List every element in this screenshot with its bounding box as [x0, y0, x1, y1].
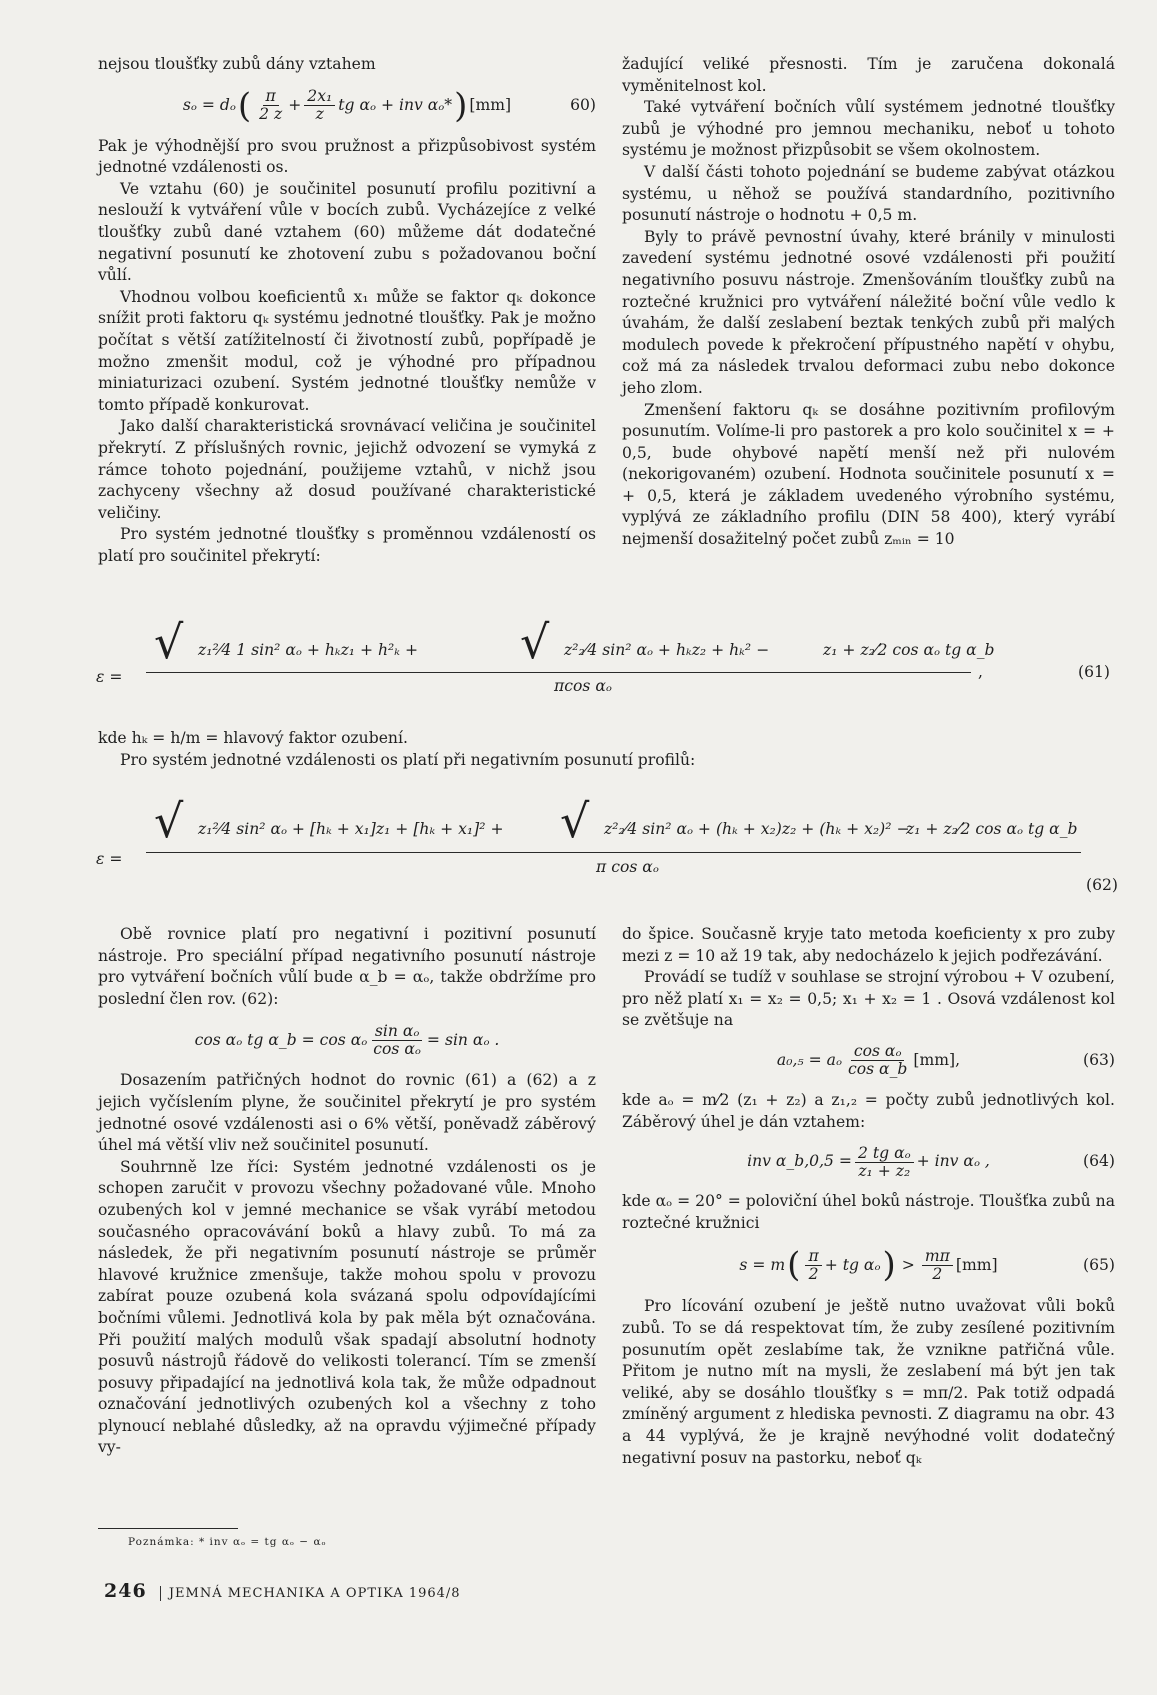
right-column-bottom: [622, 924, 1115, 1469]
eq61-radicand-2: z²₂⁄4 sin² αₒ + hₖz₂ + hₖ² −: [564, 641, 770, 659]
equation-63: [622, 1037, 1115, 1085]
paragraph: kde αₒ = 20° = poloviční úhel boků nástroje. Tloušťka zubů na roztečné kružnici: [622, 1192, 1115, 1232]
paragraph: Provádí se tudíž v souhlase se strojní výrobou + V ozubení, pro něž platí x₁ = x₂ = 0,5; x₁ + x₂ = 1 . Osová vzdálenost kol se zvětšuje na: [622, 968, 1115, 1030]
left-column-top: [98, 54, 596, 567]
eq63-unit: [mm],: [913, 1051, 961, 1070]
right-column-top: [622, 54, 1115, 551]
eq61-radicand-1: z₁²⁄4 1 sin² αₒ + hₖz₁ + h²ₖ +: [198, 641, 419, 659]
eq65-lhs: s = m: [739, 1255, 786, 1274]
eq65-t1-num: π: [805, 1248, 821, 1266]
equation-64: [622, 1138, 1115, 1186]
paragraph: Pak je výhodnější pro svou pružnost a přizpůsobivost systém jednotné vzdálenosti os.: [98, 136, 596, 177]
definition-hk: kde hₖ = h/m = hlavový faktor ozubení.: [98, 729, 408, 747]
eq60-number: 60): [570, 95, 596, 114]
eq60-t1-num: π: [263, 88, 279, 106]
eq62-epsilon: ε =: [96, 850, 123, 868]
eqcos-num: sin αₒ: [372, 1023, 423, 1041]
eq62-tail: z₁ + z₂⁄2 cos αₒ tg α_b: [906, 820, 1078, 838]
equation-60: sₒ = dₒ ( $\frac{\pi}{2 z}$ + $\frac{\text{2x₁}}{z}$ tg αₒ + inv αₒ* ) [mm] 60): [182, 85, 596, 126]
page-number: 246: [104, 1580, 147, 1602]
paragraph: Pro lícování ozubení je ještě nutno uvažovat vůli boků zubů. To se dá respektovat tím, že zuby zesílené pozitivním posunutím opět zeslabíme tak, že vznikne patřičná vůle. Přitom je nutno mít na mysli, že zeslabení má být jen tak veliké, aby se dosáhlo tloušťky s = mπ/2. Pak totiž odpadá zmíněný argument z hlediska pevnosti. Z diagramu na obr. 43 a 44 vyplývá, že je krajně nevýhodné volit dodatečný negativní posuv na pastorku, neboť qₖ: [622, 1297, 1115, 1467]
equation-65: s = m ( $\frac{\pi}{2}$ + tg αₒ ) > $\frac{m\pi}{2}$ [mm] (65): [739, 1245, 1115, 1286]
journal-name: JEMNÁ MECHANIKA A OPTIKA 1964/8: [168, 1586, 461, 1601]
eq63-den: cos α_b: [847, 1060, 908, 1079]
eq63-num: cos αₒ: [851, 1043, 905, 1061]
eq60-t2-num: 2x₁: [304, 88, 335, 106]
eqcos-den: cos αₒ: [373, 1039, 421, 1058]
eq64-rhs: + inv αₒ ,: [916, 1152, 990, 1171]
paragraph: kde aₒ = m⁄2 (z₁ + z₂) a z₁,₂ = počty zubů jednotlivých kol. Záběrový úhel je dán vztahem:: [622, 1090, 1115, 1131]
eq60-t1-den: 2 z: [259, 105, 283, 124]
equation-cos: [98, 1015, 596, 1065]
eq60-rest: tg αₒ + inv αₒ*: [338, 95, 453, 114]
paragraph: Obě rovnice platí pro negativní i pozitivní posunutí nástroje. Pro speciální případ negativního posunutí nástroje pro vytváření bočních vůlí bude α_b = αₒ, takže obdržíme pro poslední člen rov. (62):: [98, 925, 596, 1008]
eq65-mid: + tg αₒ: [824, 1255, 881, 1274]
paragraph: Ve vztahu (60) je součinitel posunutí profilu pozitivní a neslouží k vytváření vůle v bocích zubů. Vycházejíce z velké tloušťky zubů dané vztahem (60) můžeme dát dodatečné negativní posunutí ke zhotovení zubu s požadovanou boční vůlí.: [98, 179, 596, 285]
eq64-den: z₁ + z₂: [858, 1161, 911, 1180]
paragraph: Vhodnou volbou koeficientů x₁ může se faktor qₖ dokonce snížit proti faktoru qₖ systému jednotné tloušťky. Pak je možno počítat s větší zatížitelností či životností zubů, popřípadě je možno zmenšit modul, což je výhodné pro případnou miniaturizaci ozubení. Systém jednotné tloušťky nemůže v tomto případě konkurovat.: [98, 287, 596, 414]
eq60-t2-den: z: [315, 105, 324, 124]
eq65-number: (65): [1082, 1255, 1115, 1274]
eqcos-lhs: cos αₒ tg α_b = cos αₒ: [194, 1030, 368, 1049]
eq65-gt: >: [901, 1255, 915, 1274]
eq62-radicand-1: z₁²⁄4 sin² αₒ + [hₖ + x₁]z₁ + [hₖ + x₁]² +: [198, 820, 504, 838]
paragraph: Dosazením patřičných hodnot do rovnic (61) a (62) a z jejich vyčíslením plyne, že součinitel překrytí je pro systém jednotné osové vzdálenosti asi o 6% větší, poněvadž záběrový úhel má větší vliv než součinitel posunutí.: [98, 1071, 596, 1155]
eq65-t1-den: 2: [808, 1264, 819, 1283]
eq62-radicand-2: z²₂⁄4 sin² αₒ + (hₖ + x₂)z₂ + (hₖ + x₂)² −: [604, 820, 910, 838]
eq62-denominator: π cos αₒ: [596, 858, 659, 876]
paragraph: Zmenšení faktoru qₖ se dosáhne pozitivním profilovým posunutím. Volíme-li pro pastorek a pro kolo součinitel x = + 0,5, bude ohybové napětí menší než při nulovém (nekorigovaném) ozubení. Hodnota součinitele posunutí x = + 0,5, která je základem uvedeného výrobního systému, vyplývá ze základního profilu (DIN 58 400), který vyrábí nejmenší dosažitelný počet zubů zₘᵢₙ = 10: [622, 400, 1115, 549]
eq62-number: (62): [1085, 876, 1118, 894]
paragraph: Také vytváření bočních vůlí systémem jednotné tloušťky zubů je výhodné pro jemnou mechaniku, neboť u tohoto systému je možnost přizpůsobit se všem okolnostem.: [622, 98, 1115, 160]
eq65-t2-num: mπ: [922, 1248, 953, 1266]
footnote: Poznámka: * inv αₒ = tg αₒ − αₒ: [128, 1536, 327, 1548]
paragraph: Souhrnně lze říci: Systém jednotné vzdálenosti os je schopen zaručit v provozu všechny požadované vůle. Mnoho ozubených kol v jemné mechanice se však vyrábí metodou současného opracovávání boků a hlavy zubů. To má za následek, že při negativním posunutí nástroje se průměr hlavové kružnice zmenšuje, takže mohou spolu v provozu zabírat pouze ozubená kola svázaná spolu odpovídajícími bočními vůlemi. Jednotlivá kola by pak měla být označována. Při použití malých modulů však spadají absolutní hodnoty posuvů nástrojů řádově do velikosti tolerancí. Tím se zmenší posuvy připadající na jednotlivá kola tak, že může odpadnout označování jednotlivých ozubených kol a všechny z toho plynoucí neblahé důsledky, až na opravdu výjimečné případy vy-: [98, 1157, 596, 1457]
eq60-lhs: sₒ = dₒ: [182, 95, 236, 114]
paragraph: Pro systém jednotné vzdálenosti os platí při negativním posunutí profilů:: [120, 750, 696, 769]
eq61-denominator: πcos αₒ: [554, 677, 612, 695]
eq61-epsilon: ε =: [96, 668, 123, 686]
equation-61: ε = √ z₁²⁄4 1 sin² αₒ + hₖz₁ + h²ₖ + √ z²₂⁄4 sin² αₒ + hₖz₂ + hₖ² − z₁ + z₂⁄2 cos αₒ tg α_b πcos αₒ , (61): [96, 615, 1110, 695]
paragraph: Byly to právě pevnostní úvahy, které bránily v minulosti zavedení systému jednotné osové vzdálenosti při použití negativního posuvu nástroje. Zmenšováním tloušťky zubů na roztečné kružnici pro vytváření náležité boční vůle vedlo k úvahám, že další zeslabení beztak tenkých zubů při malých modulech povede k překročení přípustného napětí v ohybu, což má za následek trvalou deformaci zubu nebo dokonce jeho zlom.: [622, 227, 1115, 397]
eqcos-rhs: = sin αₒ .: [426, 1030, 500, 1049]
paragraph: Pro systém jednotné tloušťky s proměnnou vzdáleností os platí pro součinitel překrytí:: [98, 525, 596, 565]
footnote-rule: [98, 1528, 238, 1529]
eq64-lhs: inv α_b,0,5 =: [747, 1152, 852, 1171]
eq63-lhs: a₀,₅ = aₒ: [776, 1051, 842, 1070]
page-footer: [104, 1580, 461, 1602]
eq64-num: 2 tg αₒ: [855, 1145, 914, 1163]
left-column-bottom: [98, 924, 596, 1459]
eq61-number: (61): [1077, 663, 1110, 681]
eq63-number: (63): [1082, 1051, 1115, 1070]
paragraph: do špice. Současně kryje tato metoda koeficienty x pro zuby mezi z = 10 až 19 tak, aby nedocházelo k jejich podřezávání.: [622, 925, 1115, 965]
paragraph: nejsou tloušťky zubů dány vztahem: [98, 55, 376, 73]
equation-62: ε = √ z₁²⁄4 sin² αₒ + [hₖ + x₁]z₁ + [hₖ + x₁]² + √ z²₂⁄4 sin² αₒ + (hₖ + x₂)z₂ + (hₖ + x₂)² − z₁ + z₂⁄2 cos αₒ tg α_b π cos αₒ (62): [96, 794, 1118, 894]
text-between-equations: [98, 728, 1098, 771]
eq61-tail: z₁ + z₂⁄2 cos αₒ tg α_b: [823, 641, 995, 659]
eq65-unit: [mm]: [955, 1255, 998, 1274]
eq64-number: (64): [1082, 1152, 1115, 1171]
paragraph: žadující veliké přesnosti. Tím je zaručena dokonalá vyměnitelnost kol.: [622, 55, 1115, 95]
eq65-t2-den: 2: [932, 1264, 943, 1283]
eq60-unit: [mm]: [469, 95, 512, 114]
paragraph: V další části tohoto pojednání se budeme zabývat otázkou systému, u něhož se používá standardního, pozitivního posunutí nástroje o hodnotu + 0,5 m.: [622, 162, 1115, 225]
paragraph: Jako další charakteristická srovnávací veličina je součinitel překrytí. Z příslušných rovnic, jejichž odvození se vymyká z rámce tohoto pojednání, použijeme vztahů, v nichž jsou zachyceny všechny až dosud používané charakteristické veličiny.: [98, 417, 596, 522]
